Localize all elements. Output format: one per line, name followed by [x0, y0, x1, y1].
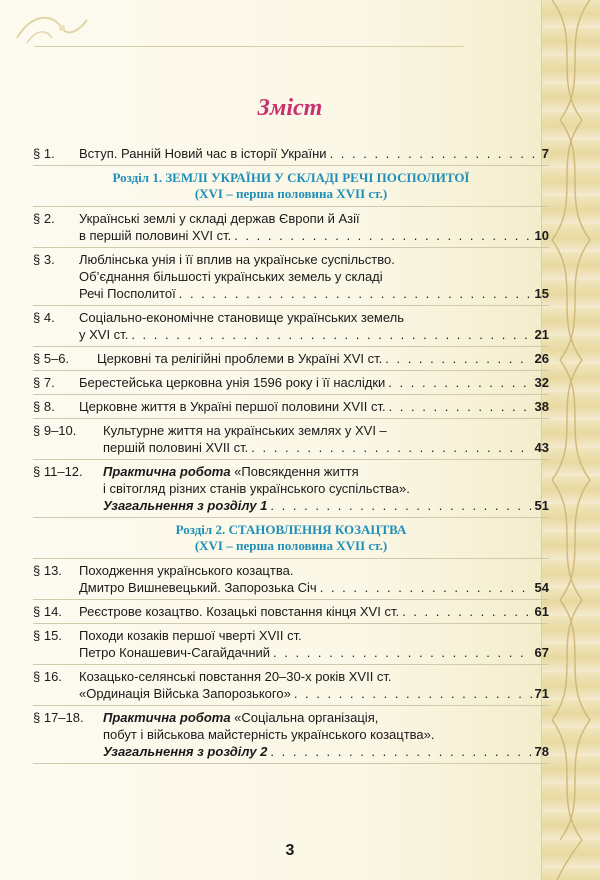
ornamental-border	[541, 0, 600, 880]
toc-entry[interactable]	[33, 665, 549, 706]
toc-page: 38	[534, 399, 549, 414]
toc-number: § 2.	[33, 211, 55, 226]
toc-page: 32	[534, 375, 549, 390]
toc-page: 54	[534, 580, 549, 595]
toc-number: § 7.	[33, 375, 55, 390]
toc-text-emphasis: Узагальнення з розділу 2	[103, 744, 268, 759]
toc-page: 71	[534, 686, 549, 701]
toc-text: і світогляд різних станів українського суспільства».	[103, 481, 410, 496]
toc-entry[interactable]	[33, 347, 549, 371]
corner-ornament-icon	[12, 8, 92, 48]
toc-entry[interactable]	[33, 460, 549, 518]
toc-text: Реєстрове козацтво. Козацькі повстання кінця XVI ст.	[79, 604, 400, 619]
toc-number: § 8.	[33, 399, 55, 414]
toc-page: 7	[541, 146, 549, 161]
toc-number: § 1.	[33, 146, 55, 161]
toc-text: Походження українського козацтва.	[79, 563, 294, 578]
toc-entry[interactable]	[33, 371, 549, 395]
border-ornament-icon	[542, 0, 600, 880]
section-heading-1	[33, 166, 549, 207]
section-period: (XVI – перша половина XVII ст.)	[194, 186, 388, 201]
section-heading-2	[33, 518, 549, 559]
toc-text-emphasis: Практична робота	[103, 464, 231, 479]
toc-number: § 5–6.	[33, 351, 70, 366]
toc-page: 26	[534, 351, 549, 366]
toc-text: Культурне життя на українських землях у XVI –	[103, 423, 387, 438]
toc-number: § 11–12.	[33, 464, 83, 479]
toc-text: Речі Посполитої	[79, 286, 176, 301]
toc-text: Соціально-економічне становище українських земель	[79, 310, 405, 325]
toc-text-emphasis: Узагальнення з розділу 1	[103, 498, 268, 513]
toc-text: Церковне життя в Україні першої половини XVII ст.	[79, 399, 386, 414]
toc-entry[interactable]	[33, 248, 549, 306]
toc-entry[interactable]	[33, 706, 549, 764]
toc-text-emphasis: Практична робота	[103, 710, 231, 725]
toc-text: Церковні та релігійні проблеми в Україні XVI ст.	[97, 351, 383, 366]
toc-text: «Повсякдення життя	[230, 464, 359, 479]
toc-text: «Ординація Війська Запорозького»	[79, 686, 291, 701]
section-title: Розділ 2. СТАНОВЛЕННЯ КОЗАЦТВА	[175, 522, 407, 537]
toc-text: Люблінська унія і її вплив на українське суспільство.	[79, 252, 395, 267]
toc-number: § 13.	[33, 563, 62, 578]
toc-entry[interactable]	[33, 624, 549, 665]
toc-text: Дмитро Вишневецький. Запорозька Січ	[79, 580, 317, 595]
toc-page: 78	[534, 744, 549, 759]
toc-number: § 3.	[33, 252, 55, 267]
toc-text: в першій половині XVI ст.	[79, 228, 232, 243]
toc-text: Берестейська церковна унія 1596 року і її наслідки	[79, 375, 386, 390]
section-period: (XVI – перша половина XVII ст.)	[194, 538, 388, 553]
toc-text: Українські землі у складі держав Європи й Азії	[79, 211, 360, 226]
toc-page: 10	[534, 228, 549, 243]
toc-page: 61	[534, 604, 549, 619]
toc-entry[interactable]	[33, 600, 549, 624]
toc-page: 67	[534, 645, 549, 660]
page-number: 3	[285, 842, 295, 859]
toc-text: Об’єднання більшості українських земель у складі	[79, 269, 383, 284]
toc-text: першій половині XVII ст.	[103, 440, 249, 455]
toc-number: § 14.	[33, 604, 62, 619]
toc-page: 21	[534, 327, 549, 342]
toc-text: Походи козаків першої чверті XVII ст.	[79, 628, 302, 643]
toc-number: § 4.	[33, 310, 55, 325]
top-rule	[34, 46, 464, 47]
page-title: Зміст	[257, 95, 323, 121]
toc-entry[interactable]	[33, 419, 549, 460]
toc-entry[interactable]	[33, 142, 549, 166]
toc-number: § 16.	[33, 669, 62, 684]
toc-entry[interactable]	[33, 207, 549, 248]
toc-text: у XVI ст.	[79, 327, 129, 342]
toc-page: 43	[534, 440, 549, 455]
toc-text: Козацько-селянські повстання 20–30-х років XVII ст.	[79, 669, 392, 684]
section-title: Розділ 1. ЗЕМЛІ УКРАЇНИ У СКЛАДІ РЕЧІ ПОСПОЛИТОЇ	[112, 170, 470, 185]
toc-text: «Соціальна організація,	[230, 710, 379, 725]
toc-page: 51	[534, 498, 549, 513]
toc-text: Вступ. Ранній Новий час в історії України	[79, 146, 327, 161]
toc-text: Петро Конашевич-Сагайдачний	[79, 645, 271, 660]
toc-number: § 15.	[33, 628, 62, 643]
toc-entry[interactable]	[33, 395, 549, 419]
toc-entry[interactable]	[33, 559, 549, 600]
toc-entry[interactable]	[33, 306, 549, 347]
toc-text: побут і військова майстерність українського козацтва».	[103, 727, 435, 742]
toc-number: § 9–10.	[33, 423, 77, 438]
toc-page: 15	[534, 286, 549, 301]
toc-number: § 17–18.	[33, 710, 84, 725]
table-of-contents	[33, 142, 549, 764]
